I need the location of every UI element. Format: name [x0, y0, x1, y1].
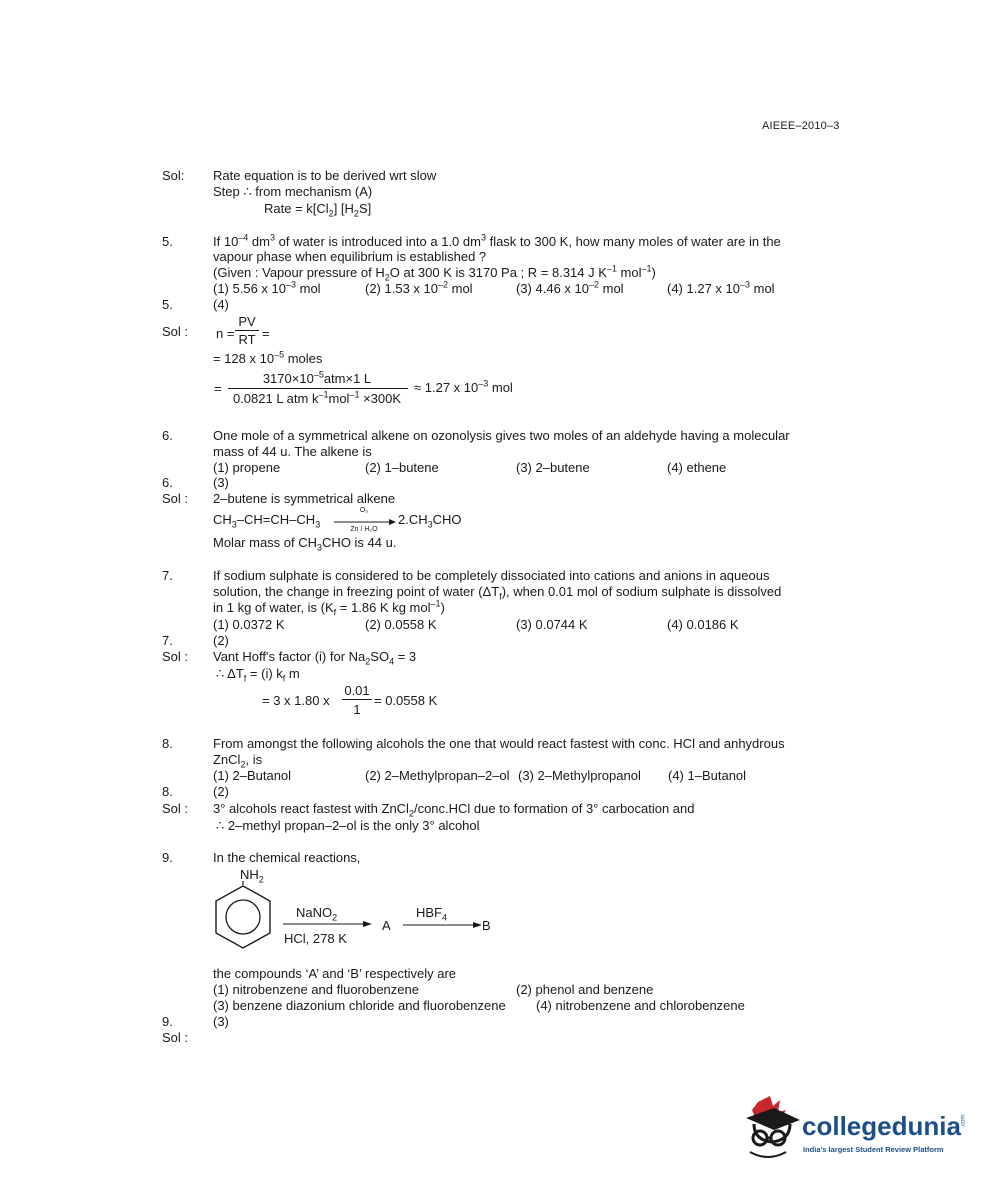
collegedunia-mascot-icon — [740, 1096, 802, 1166]
reaction-reactant: $CH_3-CH=CH-CH_3$ — [213, 512, 321, 530]
sol-line: Molar mass of $CH_3CHO$ is 44 u. — [213, 535, 397, 553]
sol-line: ∴ $\Delta T_f = (i)$ $k_f$ m — [216, 666, 300, 684]
fraction-bar — [342, 699, 372, 700]
reagent-label: HCl, 278 K — [284, 931, 347, 946]
question-text: mass of 44 u. The alkene is — [213, 444, 372, 459]
fraction-numerator: $3170\times 10^{-5}atm\times 1$ L — [262, 369, 372, 386]
product-a-label: A — [382, 918, 391, 933]
question-text: the compounds ‘A’ and ‘B’ respectively are — [213, 966, 457, 981]
option-3: (3) 0.0744 K — [516, 617, 588, 632]
answer-number: 7. — [162, 633, 173, 648]
sol-label: Sol : — [162, 1030, 189, 1045]
question-text: If sodium sulphate is considered to be completely dissociated into cations and anions in aqueous — [213, 568, 770, 583]
sol-line: Rate equation is to be derived wrt slow — [213, 168, 437, 183]
equation-line: = 3 x 1.80 x — [262, 693, 330, 708]
page-reference: AIEEE–2010–3 — [762, 120, 840, 132]
answer: (2) — [213, 633, 229, 648]
option-1: (1) nitrobenzene and fluorobenzene — [213, 982, 419, 997]
sol-line: ∴ 2–methyl propan–2–ol is the only 3° alcohol — [216, 818, 480, 833]
sol-line: Step ∴ from mechanism (A) — [213, 184, 373, 199]
reaction-product: $2.CH_3CHO$ — [398, 512, 462, 530]
equals-sign: = — [214, 381, 222, 396]
equation-line: = 128 x $10^{-5}$ moles — [213, 349, 323, 366]
equation-result: ≈ 1.27 x $10^{-3}$ mol — [414, 378, 513, 395]
option-4: (4) ethene — [667, 460, 727, 475]
option-4: (4) 1–Butanol — [668, 768, 747, 783]
option-1: (1) 2–Butanol — [213, 768, 292, 783]
answer: (4) — [213, 297, 229, 312]
sol-label: Sol : — [162, 324, 189, 339]
option-2: (2) phenol and benzene — [516, 982, 654, 997]
answer: (3) — [213, 1014, 229, 1029]
option-2: (2) 1–butene — [365, 460, 439, 475]
option-1: (1) 5.56 x $10^{-3}$ mol — [213, 279, 321, 296]
amine-group-label: $NH_2$ — [240, 867, 264, 885]
question-number: 7. — [162, 568, 173, 583]
question-text: vapour phase when equilibrium is established ? — [213, 249, 487, 264]
product-b-label: B — [482, 918, 491, 933]
question-text: One mole of a symmetrical alkene on ozonolysis gives two moles of an aldehyde having a molecular — [213, 428, 790, 443]
reaction-arrow — [403, 922, 483, 930]
question-number: 9. — [162, 850, 173, 865]
answer: (3) — [213, 475, 229, 490]
reagent-label: $HBF_4$ — [416, 905, 448, 923]
option-4: (4) 1.27 x $10^{-3}$ mol — [667, 279, 775, 296]
question-text: If $10^{-4}$ $dm^3$ of water is introduced into a 1.0 $dm^3$ flask to 300 K, how many moles of water are in the — [213, 232, 781, 249]
sol-label: Sol : — [162, 801, 189, 816]
brand-tagline: India's largest Student Review Platform — [803, 1145, 944, 1154]
answer: (2) — [213, 784, 229, 799]
answer-number: 5. — [162, 297, 173, 312]
reagent-label: Zn / H₂O — [350, 526, 378, 533]
question-text: ZnCl$_2$, is — [213, 752, 263, 770]
equation-result: = 0.0558 K — [374, 693, 438, 708]
option-3: (3) benzene diazonium chloride and fluorobenzene — [213, 998, 506, 1013]
option-3: (3) 2–Methylpropanol — [518, 768, 641, 783]
option-3: (3) 4.46 x $10^{-2}$ mol — [516, 279, 624, 296]
question-text: From amongst the following alcohols the one that would react fastest with conc. HCl and anhydrous — [213, 736, 785, 751]
rate-equation: Rate = $k[Cl_2]$ $[H_2S]$ — [264, 201, 372, 219]
question-number: 6. — [162, 428, 173, 443]
option-3: (3) 2–butene — [516, 460, 590, 475]
option-4: (4) nitrobenzene and chlorobenzene — [536, 998, 745, 1013]
sol-line: 2–butene is symmetrical alkene — [213, 491, 396, 506]
option-1: (1) 0.0372 K — [213, 617, 285, 632]
question-text: In the chemical reactions, — [213, 850, 361, 865]
sol-line: 3° alcohols react fastest with ZnCl$_2$/conc.HCl due to formation of 3° carbocation and — [213, 801, 695, 819]
brand-name: collegedunia — [802, 1111, 961, 1141]
brand-domain: .com — [960, 1114, 967, 1128]
option-1: (1) propene — [213, 460, 281, 475]
option-2: (2) 2–Methylpropan–2–ol — [365, 768, 510, 783]
option-2: (2) 0.0558 K — [365, 617, 437, 632]
sol-line: Vant Hoff's factor (i) for $Na_2SO_4 = 3$ — [213, 649, 417, 667]
equation-lhs: n = — [216, 326, 235, 341]
question-number: 8. — [162, 736, 173, 751]
sol-label: Sol: — [162, 168, 185, 183]
benzene-ring-icon — [212, 883, 274, 951]
fraction-numerator: PV — [238, 314, 256, 329]
sol-label: Sol : — [162, 649, 189, 664]
question-text: solution, the change in freezing point of water $(\Delta T_f)$, when 0.01 mol of sodium sulphate is dissolved — [213, 584, 782, 602]
question-given: (Given : Vapour pressure of $H_2O$ at 300 K is 3170 Pa ; R = 8.314 J $K^{-1}$ mol$^{-1}$) — [213, 263, 656, 283]
reaction-arrow — [283, 921, 373, 929]
equals-sign: = — [262, 326, 270, 341]
fraction-denominator: 1 — [353, 702, 361, 717]
reagent-label: O₃ — [359, 507, 369, 514]
fraction-denominator: RT — [238, 332, 256, 347]
option-2: (2) 1.53 x $10^{-2}$ mol — [365, 279, 473, 296]
reagent-label: NaNO$_2$ — [296, 905, 338, 923]
sol-label: Sol : — [162, 491, 189, 506]
option-4: (4) 0.0186 K — [667, 617, 739, 632]
question-text: in 1 kg of water, is ($K_f = 1.86$ K kg mol$^{-1}$) — [213, 598, 445, 618]
fraction-numerator: 0.01 — [344, 683, 370, 698]
answer-number: 6. — [162, 475, 173, 490]
answer-number: 9. — [162, 1014, 173, 1029]
answer-number: 8. — [162, 784, 173, 799]
question-number: 5. — [162, 234, 173, 249]
fraction-denominator: 0.0821 L atm $k^{-1}mol^{-1} \times 300K$ — [232, 389, 402, 406]
fraction-bar — [235, 330, 259, 331]
